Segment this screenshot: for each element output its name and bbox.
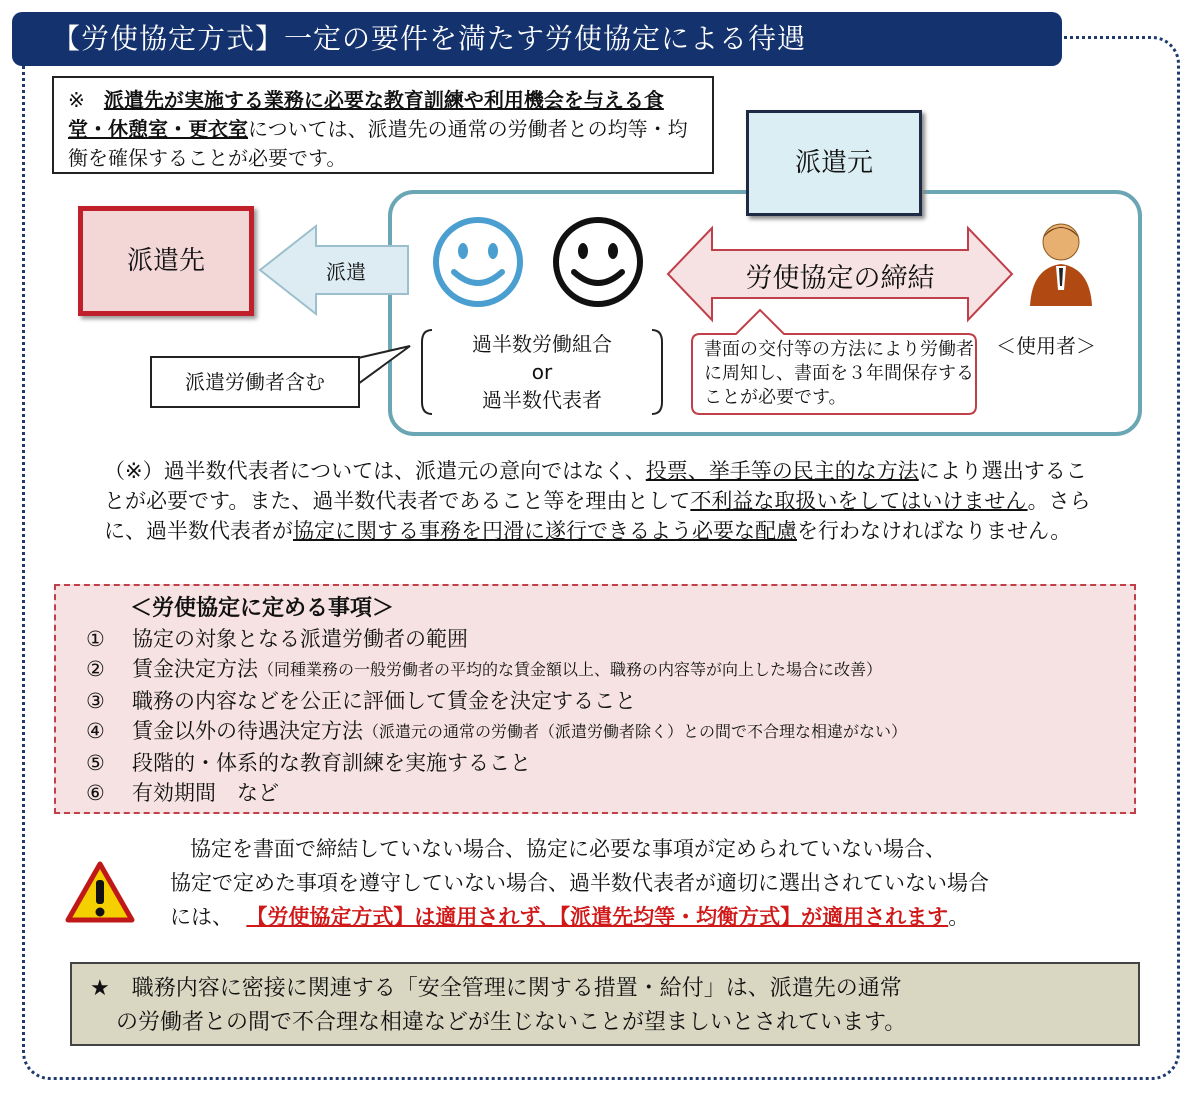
warning-line-1: 協定を書面で締結していない場合、協定に必要な事項が定められていない場合、 [190, 837, 946, 861]
employer-label: ＜使用者＞ [996, 334, 1096, 358]
haken-saki-box: 派遣先 [78, 206, 254, 316]
items-title: ＜労使協定に定める事項＞ [130, 596, 395, 621]
star-line-2: の労働者との間で不合理な相違などが生じないことが望ましいとされています。 [116, 1010, 907, 1035]
employer-person-icon [1026, 218, 1096, 308]
rep-text-4: を行わなければなりません。 [797, 519, 1072, 543]
note-mark: ※ [68, 88, 85, 112]
rep-text-2: により選出することが必要です。また、過半数代表者であること等を理由として [104, 459, 1087, 513]
list-item: ⑤ 段階的・体系的な教育訓練を実施すること [86, 751, 531, 775]
union-or: or [531, 360, 553, 384]
dispatch-arrow-label: 派遣 [326, 260, 366, 284]
list-item: ④ 賃金以外の待遇決定方法 （派遣元の通常の労働者（派遣労働者除く）との間で不合理な相違がない） [86, 719, 908, 743]
warning-line-3: には、 【労使協定方式】は適用されず、【派遣先均等・均衡方式】が適用されます。 [170, 905, 970, 929]
agreement-items-box [54, 584, 1136, 814]
union-line-2: 過半数代表者 [482, 388, 602, 412]
haken-moto-box: 派遣元 [746, 110, 922, 216]
rep-text-1: （※）過半数代表者については、派遣元の意向ではなく、 [104, 459, 646, 483]
warning-icon [64, 860, 136, 924]
page-title: 【労使協定方式】一定の要件を満たす労使協定による待遇 [12, 12, 1062, 66]
warning-line-2: 協定で定めた事項を遵守していない場合、過半数代表者が適切に選出されていない場合 [170, 871, 989, 895]
star-line-1: ★ 職務内容に密接に関連する「安全管理に関する措置・給付」は、派遣先の通常 [90, 976, 902, 1001]
rep-underline-1: 投票、挙手等の民主的な方法 [645, 459, 919, 483]
facility-note-box [52, 76, 714, 174]
notice-text: 書面の交付等の方法により労働者に周知し、書面を３年間保存することが必要です。 [704, 339, 974, 408]
rep-underline-2: 不利益な取扱いをしてはいけません [690, 489, 1028, 513]
warning-text [170, 832, 1150, 934]
smiley-black-icon [550, 214, 646, 310]
union-text [418, 330, 666, 414]
smiley-blue-icon [430, 214, 526, 310]
rep-text-3: 。さらに、過半数代表者が [104, 489, 1091, 543]
representative-note [104, 456, 1094, 546]
rep-underline-3: 協定に関する事務を円滑に遂行できるよう必要な配慮 [293, 519, 797, 543]
note-rest-text: については、派遣先の通常の労働者との均等・均衡を確保することが必要です。 [68, 117, 688, 170]
list-item: ② 賃金決定方法 （同種業務の一般労働者の平均的な賃金額以上、職務の内容等が向上した場合に改善） [86, 657, 883, 681]
safety-note-box [70, 962, 1140, 1046]
list-item: ③ 職務の内容などを公正に評価して賃金を決定すること [86, 689, 636, 713]
list-item: ① 協定の対象となる派遣労働者の範囲 [86, 627, 468, 651]
warning-red-text: 【労使協定方式】は適用されず、【派遣先均等・均衡方式】が適用されます [246, 905, 949, 929]
union-line-1: 過半数労働組合 [472, 332, 612, 356]
callout-worker-included: 派遣労働者含む [150, 356, 360, 408]
list-item: ⑥ 有効期間 など [86, 781, 279, 805]
agreement-label: 労使協定の締結 [745, 263, 935, 294]
note-underlined-text: 派遣先が実施する業務に必要な教育訓練や利用機会を与える食堂・休憩室・更衣室 [68, 88, 664, 141]
